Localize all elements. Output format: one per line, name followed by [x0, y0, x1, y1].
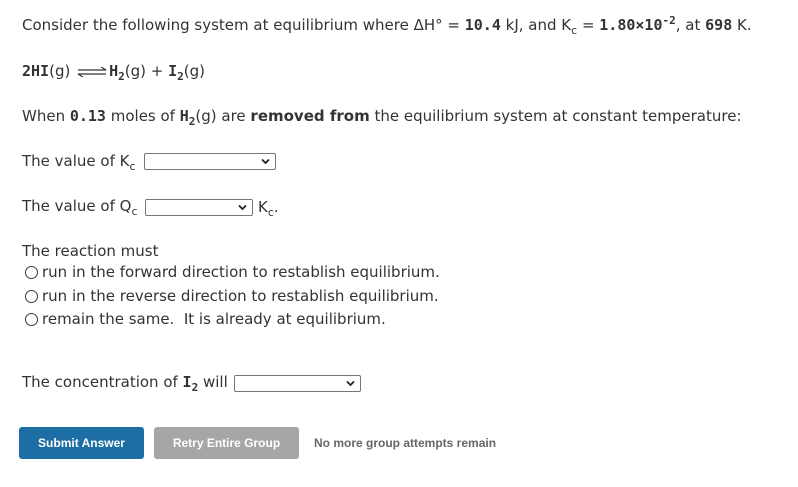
dh-value: 10.4 — [464, 16, 501, 34]
product2-state: (g) — [183, 62, 205, 80]
change-prefix: When — [22, 107, 70, 125]
radio-button[interactable] — [25, 313, 38, 326]
change-statement — [22, 107, 742, 128]
product1-state: (g) — [124, 62, 146, 80]
concentration-will: will — [198, 373, 228, 391]
product1-sub: 2 — [118, 70, 125, 83]
kc-label-text: The value of K — [22, 152, 130, 170]
chevron-down-icon — [260, 156, 271, 167]
qc-after-sub: c — [267, 206, 274, 219]
qc-label-text: The value of Q — [22, 197, 132, 215]
reactant: 2HI — [22, 62, 50, 80]
radio-label: run in the reverse direction to restablish equilibrium. — [42, 287, 439, 305]
radio-button[interactable] — [25, 266, 38, 279]
change-amount: 0.13 — [69, 107, 106, 125]
qc-select[interactable] — [145, 199, 253, 216]
qc-after-text: K — [258, 198, 268, 216]
change-are: are — [216, 107, 251, 125]
product2: I — [168, 62, 178, 80]
temp-unit: K. — [732, 16, 752, 34]
retry-group-button[interactable]: Retry Entire Group — [154, 427, 299, 459]
kc-label-sub: c — [129, 160, 136, 173]
kc-question-label — [22, 152, 136, 173]
qc-after-end: . — [273, 198, 279, 216]
kc-mantissa: 1.80×10 — [599, 16, 663, 34]
product1: H — [109, 62, 119, 80]
kc-eq: = — [577, 16, 600, 34]
radio-option-same[interactable] — [25, 310, 386, 328]
plus: + — [146, 62, 169, 80]
dh-unit: kJ, and K — [500, 16, 572, 34]
radio-option-forward[interactable] — [25, 263, 440, 281]
concentration-label-text: The concentration of — [22, 373, 183, 391]
temp-value: 698 — [705, 16, 733, 34]
reaction-equation — [22, 62, 205, 83]
reaction-question-label: The reaction must — [22, 242, 159, 260]
change-species-sub: 2 — [188, 115, 196, 128]
attempts-status: No more group attempts remain — [314, 436, 497, 450]
chevron-down-icon — [345, 378, 356, 389]
radio-button[interactable] — [25, 290, 38, 303]
change-species: H — [179, 107, 189, 125]
kc-exp: -2 — [662, 14, 676, 27]
radio-label: remain the same. It is already at equilibrium. — [42, 310, 386, 328]
concentration-species: I — [182, 373, 192, 391]
kc-select[interactable] — [144, 153, 276, 170]
submit-answer-button[interactable]: Submit Answer — [19, 427, 144, 459]
product2-sub: 2 — [177, 70, 184, 83]
qc-after-label — [258, 198, 279, 219]
change-suffix: the equilibrium system at constant temperature: — [369, 107, 742, 125]
change-action: removed from — [250, 107, 370, 125]
change-middle: moles of — [105, 107, 180, 125]
chevron-down-icon — [237, 202, 248, 213]
concentration-question-label — [22, 373, 228, 394]
radio-label: run in the forward direction to restablish equilibrium. — [42, 263, 440, 281]
radio-option-reverse[interactable] — [25, 287, 439, 305]
equilibrium-arrow-icon — [77, 67, 107, 77]
qc-label-sub: c — [131, 205, 138, 218]
concentration-select[interactable] — [234, 375, 361, 392]
qc-question-label — [22, 197, 138, 218]
intro-prefix: Consider the following system at equilibrium where ΔH° = — [22, 16, 465, 34]
at-text: , at — [675, 16, 706, 34]
kc-sub: c — [571, 24, 578, 37]
question-intro — [22, 14, 752, 37]
concentration-species-sub: 2 — [191, 381, 199, 394]
change-species-state: (g) — [195, 107, 217, 125]
reactant-state: (g) — [49, 62, 71, 80]
